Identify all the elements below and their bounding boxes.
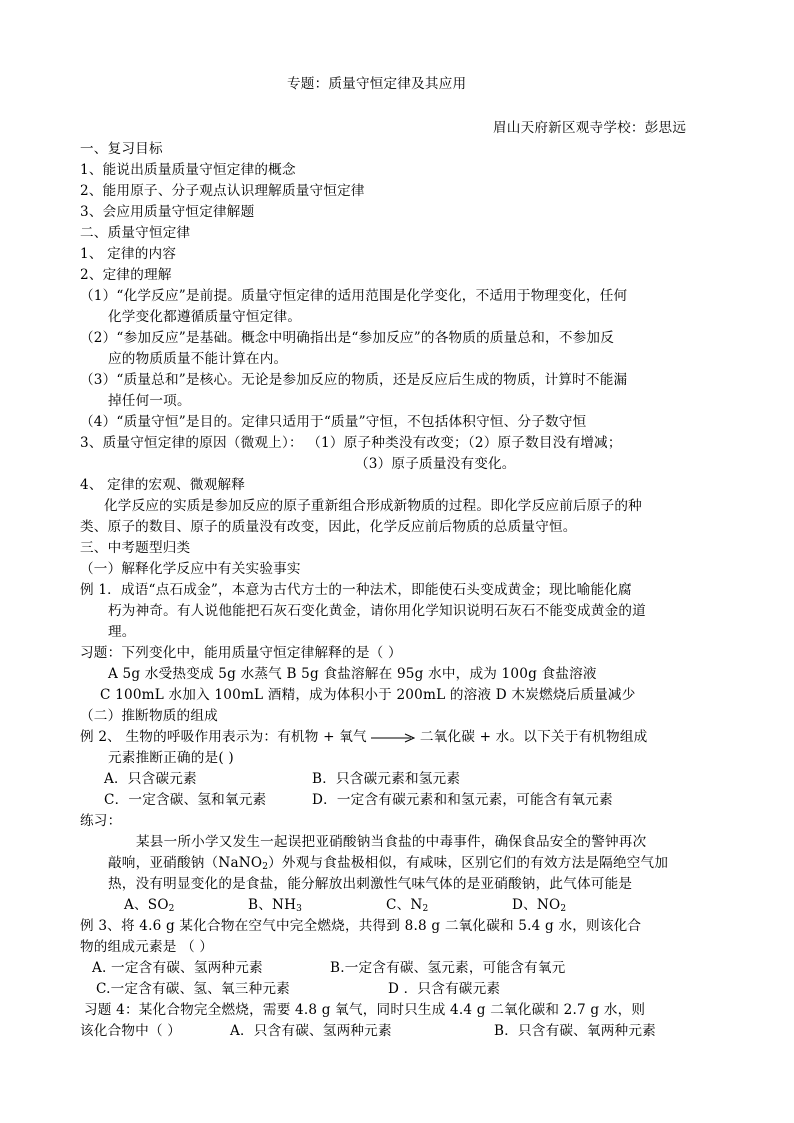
subscript: 2	[560, 904, 567, 914]
subscript: 3	[296, 904, 303, 914]
example-2-cont: 元素推断正确的是( )	[108, 750, 234, 766]
law-content: 1、 定律的内容	[80, 246, 177, 262]
goal-item: 2、能用原子、分子观点认识理解质量守恒定律	[80, 183, 365, 199]
point-3-cont: 掉任何一项。	[108, 393, 191, 409]
example-2-option-a: A．只含碳元素	[104, 771, 197, 787]
example-2-option-c: C．一定含碳、氢和氧元素	[104, 792, 267, 808]
point-1: （1）“化学反应”是前提。质量守恒定律的适用范围是化学变化，不适用于物理变化，任何	[80, 288, 628, 304]
exercise-4-option-b: B．只含有碳、氧两种元素	[494, 1023, 656, 1039]
section-1-heading: 一、复习目标	[80, 141, 163, 157]
example-3-option-a: A. 一定含有碳、氢两种元素	[92, 960, 263, 976]
point-1-cont: 化学变化都遵循质量守恒定律。	[108, 309, 302, 325]
author-line: 眉山天府新区观寺学校：彭思远	[493, 120, 687, 136]
subsection-2: （二）推断物质的组成	[80, 708, 218, 724]
exercise-4-option-a: A．只含有碳、氢两种元素	[230, 1023, 392, 1039]
example-2	[80, 727, 647, 747]
option-label: A、SO	[124, 897, 169, 913]
option-label: D、NO	[512, 897, 561, 913]
page-title: 专题：质量守恒定律及其应用	[287, 76, 467, 92]
point-2: （2）“参加反应”是基础。概念中明确指出是“参加反应”的各物质的质量总和，不参加反	[80, 330, 615, 346]
section-3-heading: 三、中考题型归类	[80, 540, 191, 556]
exercise-4: 习题 4：某化合物完全燃烧，需要 4.8 g 氧气，同时只生成 4.4 g 二氧化碳和 2.7 g 水，则	[84, 1002, 646, 1018]
exercise-4-cont: 该化合物中（ ）	[80, 1023, 182, 1039]
point-4: （4）“质量守恒”是目的。定律只适用于“质量”守恒，不包括体积守恒、分子数守恒	[80, 414, 587, 430]
law-reason-cont: （3）原子质量没有变化。	[355, 456, 516, 472]
example-2-text: 例 2、 生物的呼吸作用表示为：有机物 + 氧气	[80, 729, 372, 745]
section-2-heading: 二、质量守恒定律	[80, 225, 191, 241]
macro-text-cont: 类、原子的数目、原子的质量没有改变，因此，化学反应前后物质的总质量守恒。	[80, 519, 577, 535]
example-2-text: 二氧化碳 + 水。以下关于有机物组成	[419, 729, 648, 745]
goal-item: 3、会应用质量守恒定律解题	[80, 204, 255, 220]
reaction-arrow-icon	[371, 733, 415, 743]
example-2-option-d: D．一定含有碳元素和和氢元素，可能含有氧元素	[312, 792, 613, 808]
practice-text: 某县一所小学又发生一起误把亚硝酸钠当食盐的中毒事件，确保食品安全的警钟再次	[136, 834, 647, 850]
exercise-1: 习题：下列变化中，能用质量守恒定律解释的是（ ）	[80, 645, 402, 661]
subscript: 2	[168, 904, 175, 914]
point-2-cont: 应的物质质量不能计算在内。	[108, 351, 288, 367]
macro-text: 化学反应的实质是参加反应的原子重新组合形成新物质的过程。即化学反应前后原子的种	[104, 498, 642, 514]
example-3-option-d: D ．只含有碳元素	[388, 981, 501, 997]
example-1-cont: 理。	[108, 624, 136, 640]
law-reason: 3、质量守恒定律的原因（微观上）： （1）原子种类没有改变；（2）原子数目没有增减；	[80, 435, 622, 451]
example-3: 例 3、将 4.6 g 某化合物在空气中完全燃烧，共得到 8.8 g 二氧化碳和 5.4 g 水，则该化合	[80, 918, 642, 934]
example-1-cont: 朽为神奇。有人说他能把石灰石变化黄金，请你用化学知识说明石灰石不能变成黄金的道	[108, 603, 646, 619]
goal-item: 1、能说出质量质量守恒定律的概念	[80, 162, 296, 178]
exercise-1-options-cd: C 100mL 水加入 100mL 酒精，成为体积小于 200mL 的溶液 D 木炭燃烧后质量减少	[100, 687, 636, 703]
point-3: （3）“质量总和”是核心。无论是参加反应的物质，还是反应后生成的物质，计算时不能漏	[80, 372, 628, 388]
subscript: 2	[422, 904, 429, 914]
example-1: 例 1．成语“点石成金”，本意为古代方士的一种法术，即能使石头变成黄金；现比喻能化腐	[80, 582, 632, 598]
example-3-option-b: B.一定含有碳、氢元素，可能含有氧元	[330, 960, 566, 976]
macro-heading: 4、 定律的宏观、微观解释	[80, 477, 246, 493]
option-label: B、NH	[248, 897, 297, 913]
subsection-1: （一）解释化学反应中有关实验事实	[80, 561, 301, 577]
example-2-option-b: B．只含碳元素和氢元素	[312, 771, 461, 787]
practice-text-part: ）外观与食盐极相似，有咸味，区别它们的有效方法是隔绝空气加	[268, 855, 669, 871]
example-3-option-c: C.一定含有碳、氢、氧三种元素	[96, 981, 290, 997]
practice-text-part: 敲响，亚硝酸钠（NaNO	[108, 855, 263, 871]
practice-text-cont: 热，没有明显变化的是食盐，能分解放出刺激性气味气体的是亚硝酸钠，此气体可能是	[108, 876, 633, 892]
exercise-1-options-ab: A 5g 水受热变成 5g 水蒸气 B 5g 食盐溶解在 95g 水中，成为 100g 食盐溶液	[108, 666, 597, 682]
practice-label: 练习：	[80, 813, 122, 829]
option-label: C、N	[386, 897, 423, 913]
law-understanding: 2、定律的理解	[80, 267, 172, 283]
example-3-cont: 物的组成元素是 （ ）	[80, 939, 214, 955]
subscript: 2	[262, 862, 269, 872]
